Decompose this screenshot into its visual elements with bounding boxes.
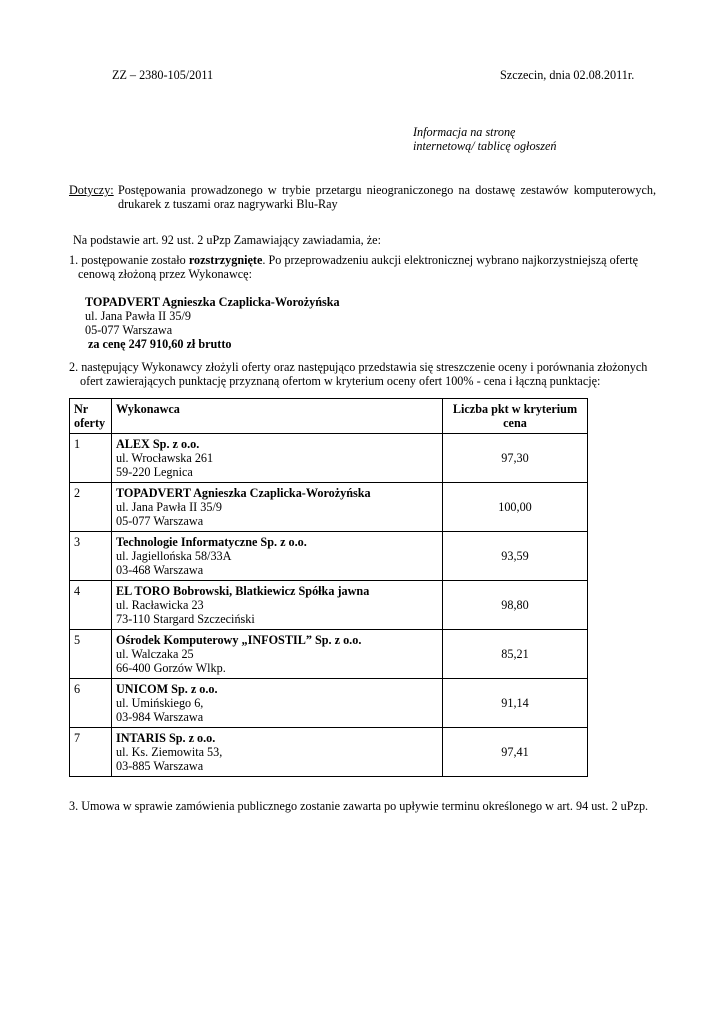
row-points: 97,41 (443, 728, 588, 777)
row-nr: 2 (70, 483, 112, 532)
header-nr-line-2: oferty (74, 416, 106, 430)
point-1-bold: rozstrzygnięte (188, 253, 263, 267)
contractor-city: 03-984 Warszawa (116, 710, 204, 724)
contractor-name: Ośrodek Komputerowy „INFOSTIL” Sp. z o.o. (116, 633, 362, 647)
info-line-2: internetową/ tablicę ogłoszeń (413, 139, 557, 153)
contractor-street: ul. Racławicka 23 (116, 598, 204, 612)
header-points (443, 399, 588, 434)
row-contractor (112, 483, 443, 532)
row-nr: 1 (70, 434, 112, 483)
point-2-line-1: 2. następujący Wykonawcy złożyli oferty oraz następująco przedstawia się streszczenie oceny i porównania złożonych (69, 360, 648, 374)
row-points: 93,59 (443, 532, 588, 581)
subject-line-1 (118, 183, 656, 197)
subject-text-1: Postępowania prowadzonego w trybie przetargu nieograniczonego na dostawę zestawów komputerowych, (118, 183, 656, 197)
row-contractor (112, 679, 443, 728)
point-2-line-2: ofert zawierających punktację przyznaną ofertom w kryterium oceny ofert 100% - cena i łączną punktację: (80, 374, 601, 388)
table-row (70, 679, 588, 728)
legal-basis: Na podstawie art. 92 ust. 2 uPzp Zamawiający zawiadamia, że: (73, 233, 381, 247)
point-1-line-2: cenową złożoną przez Wykonawcę: (78, 267, 252, 281)
contractor-name: EL TORO Bobrowski, Blatkiewicz Spółka jawna (116, 584, 370, 598)
row-contractor (112, 728, 443, 777)
info-line-1: Informacja na stronę (413, 125, 516, 139)
contractor-street: ul. Jagiellońska 58/33A (116, 549, 232, 563)
table-row (70, 728, 588, 777)
header-points-line-2: cena (503, 416, 527, 430)
contractor-city: 66-400 Gorzów Wlkp. (116, 661, 226, 675)
winner-name: TOPADVERT Agnieszka Czaplicka-Worożyńska (85, 295, 340, 309)
header-nr-line-1: Nr (74, 402, 89, 416)
contractor-name: UNICOM Sp. z o.o. (116, 682, 218, 696)
contractor-city: 73-110 Stargard Szczeciński (116, 612, 255, 626)
row-points: 91,14 (443, 679, 588, 728)
point-3: 3. Umowa w sprawie zamówienia publicznego zostanie zawarta po upływie terminu określonego w art. 94 ust. 2 uPzp. (69, 799, 649, 813)
contractor-street: ul. Wrocławska 261 (116, 451, 214, 465)
contractor-name: INTARIS Sp. z o.o. (116, 731, 216, 745)
row-points: 98,80 (443, 581, 588, 630)
point-1-line-1 (69, 253, 638, 267)
contractor-street: ul. Umińskiego 6, (116, 696, 204, 710)
contractor-street: ul. Walczaka 25 (116, 647, 194, 661)
header-points-line-1: Liczba pkt w kryterium (452, 402, 578, 416)
winner-street: ul. Jana Pawła II 35/9 (85, 309, 191, 323)
point-1-pre: 1. postępowanie zostało (69, 253, 189, 267)
row-nr: 7 (70, 728, 112, 777)
row-nr: 5 (70, 630, 112, 679)
subject-line-2: drukarek z tuszami oraz nagrywarki Blu-Ray (118, 197, 338, 211)
contractor-city: 05-077 Warszawa (116, 514, 204, 528)
contractor-street: ul. Jana Pawła II 35/9 (116, 500, 222, 514)
row-nr: 3 (70, 532, 112, 581)
row-points: 85,21 (443, 630, 588, 679)
contractor-city: 03-468 Warszawa (116, 563, 204, 577)
contractor-name: TOPADVERT Agnieszka Czaplicka-Worożyńska (116, 486, 371, 500)
subject-label: Dotyczy: (69, 183, 114, 197)
table-row (70, 581, 588, 630)
contractor-street: ul. Ks. Ziemowita 53, (116, 745, 223, 759)
table-row (70, 434, 588, 483)
row-contractor (112, 434, 443, 483)
contractor-name: ALEX Sp. z o.o. (116, 437, 200, 451)
offers-table (69, 398, 588, 777)
row-contractor (112, 532, 443, 581)
header-contractor: Wykonawca (112, 399, 443, 434)
table-row (70, 532, 588, 581)
reference-number: ZZ – 2380-105/2011 (112, 68, 214, 82)
table-row (70, 630, 588, 679)
row-points: 97,30 (443, 434, 588, 483)
winner-city: 05-077 Warszawa (85, 323, 173, 337)
row-contractor (112, 581, 443, 630)
row-contractor (112, 630, 443, 679)
row-points: 100,00 (443, 483, 588, 532)
table-header-row (70, 399, 588, 434)
row-nr: 6 (70, 679, 112, 728)
point-1-post: . Po przeprowadzeniu aukcji elektronicznej wybrano najkorzystniejszą ofertę (262, 253, 639, 267)
contractor-city: 59-220 Legnica (116, 465, 193, 479)
place-and-date: Szczecin, dnia 02.08.2011r. (500, 68, 635, 82)
row-nr: 4 (70, 581, 112, 630)
header-nr (70, 399, 112, 434)
contractor-name: Technologie Informatyczne Sp. z o.o. (116, 535, 307, 549)
contractor-city: 03-885 Warszawa (116, 759, 204, 773)
winner-price: za cenę 247 910,60 zł brutto (88, 337, 232, 351)
table-row (70, 483, 588, 532)
